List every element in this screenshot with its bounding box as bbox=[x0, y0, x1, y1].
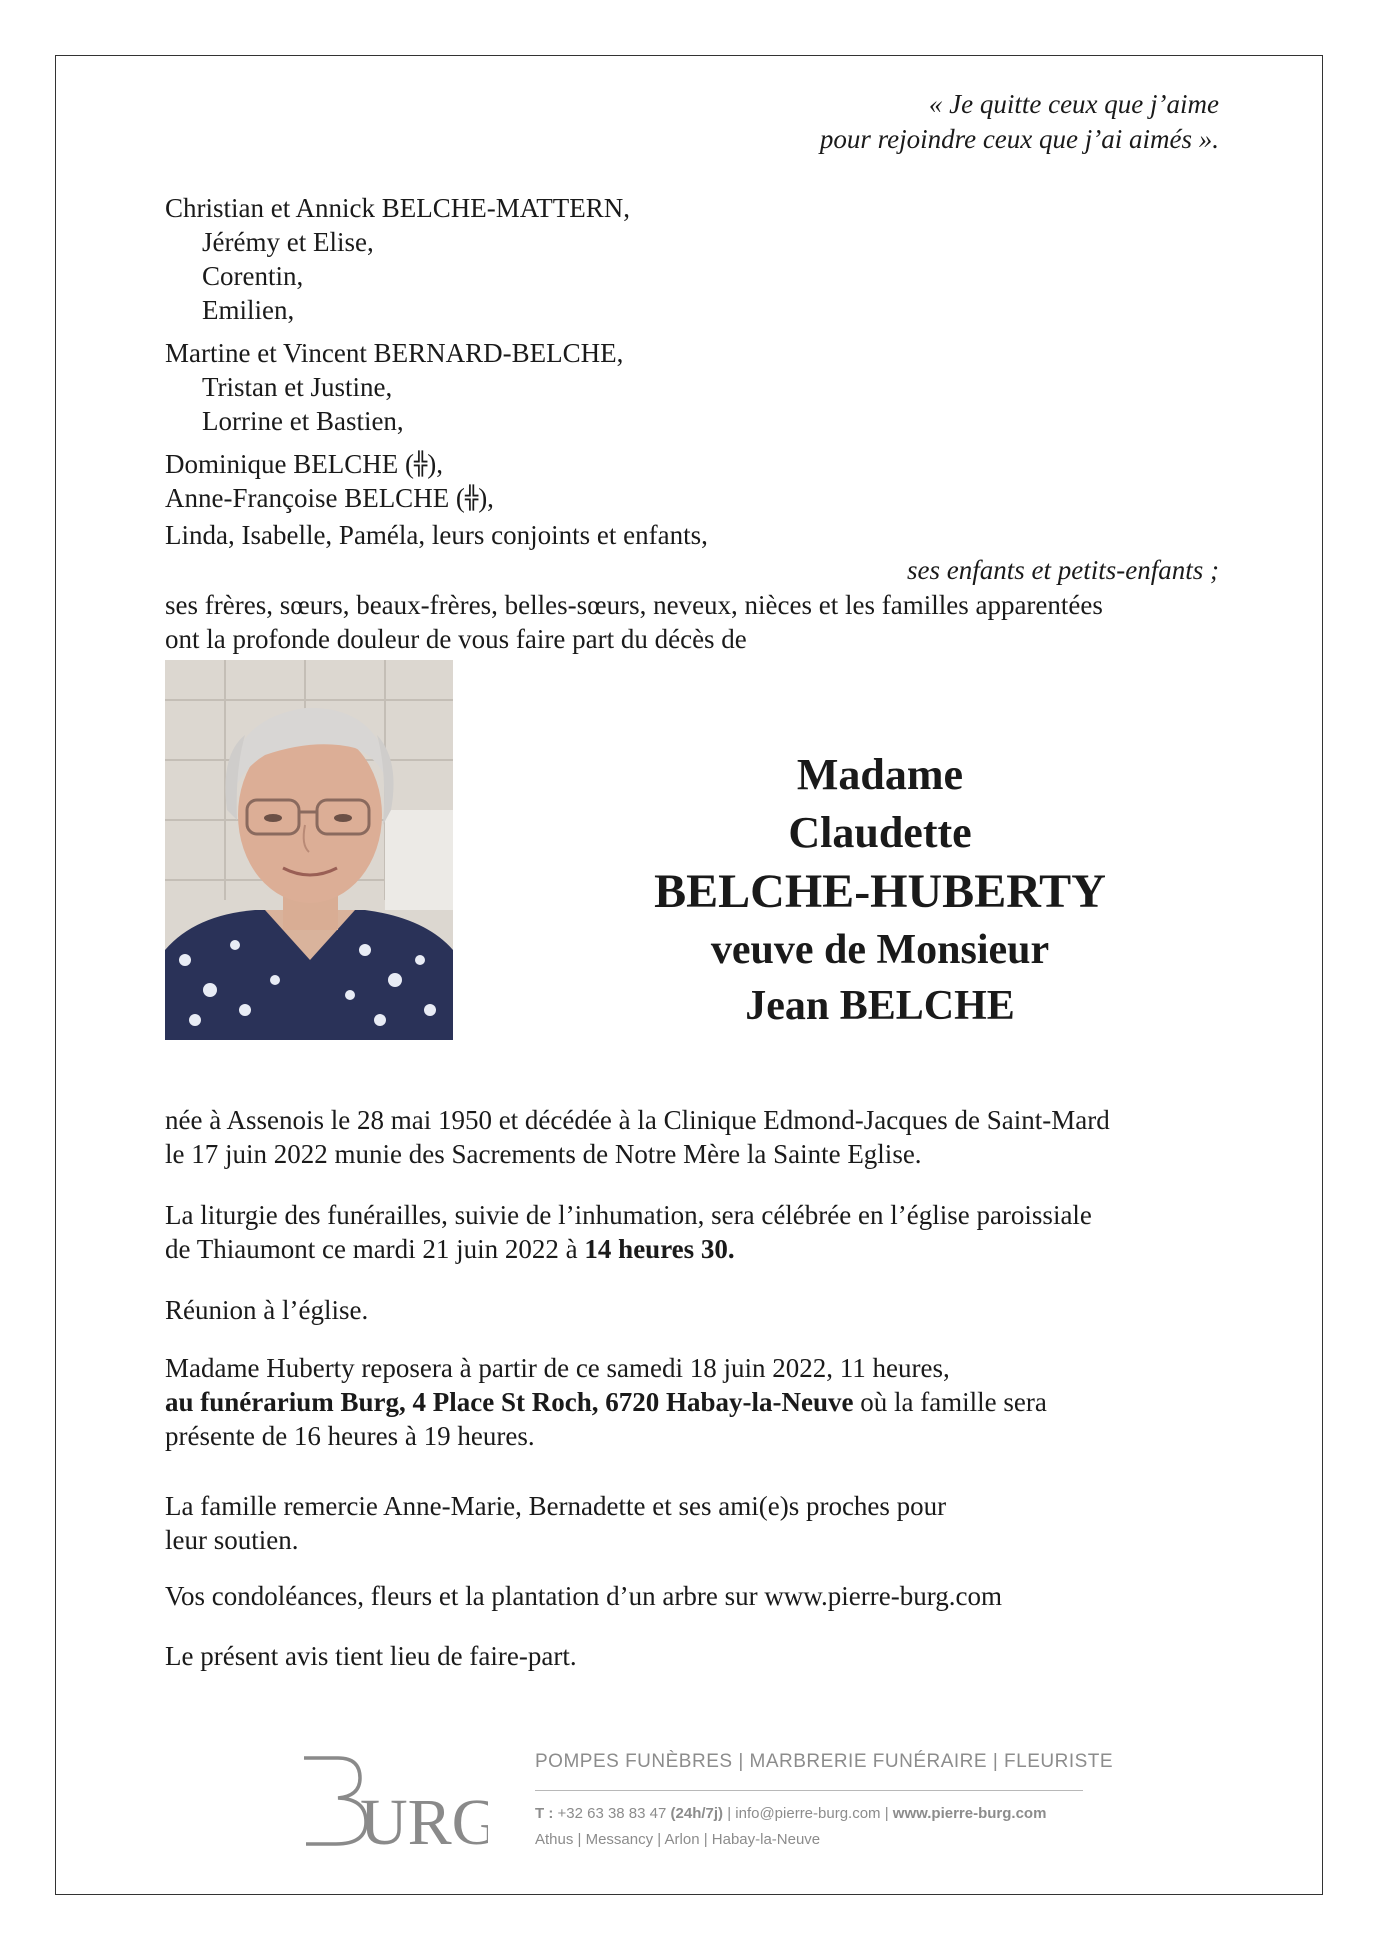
family-anne-name: Anne-Françoise BELCHE ( bbox=[165, 483, 465, 513]
burg-logo bbox=[298, 1752, 488, 1850]
family-group-2-head: Martine et Vincent BERNARD-BELCHE, bbox=[165, 338, 624, 368]
repose-line-3: présente de 16 heures à 19 heures. bbox=[165, 1421, 535, 1451]
liturgy-line-2 bbox=[165, 1231, 735, 1267]
notice-text: Le présent avis tient lieu de faire-part. bbox=[165, 1641, 577, 1671]
portrait-photo bbox=[165, 660, 453, 1040]
phone-label: T : bbox=[535, 1805, 554, 1822]
phone-number: +32 63 38 83 47 bbox=[553, 1805, 671, 1822]
family-group-1-child: Corentin, bbox=[202, 261, 304, 291]
close-paren: ), bbox=[478, 483, 494, 513]
separator: | bbox=[880, 1805, 893, 1822]
family-group-2-child: Lorrine et Bastien, bbox=[202, 406, 404, 436]
cross-icon: ╬ bbox=[413, 452, 428, 477]
repose-line-2 bbox=[165, 1384, 1047, 1420]
liturgy-text: de Thiaumont ce mardi 21 juin 2022 à bbox=[165, 1234, 585, 1264]
website-link[interactable]: www.pierre-burg.com bbox=[892, 1805, 1047, 1822]
family-linda: Linda, Isabelle, Paméla, leurs conjoints et enfants, bbox=[165, 520, 708, 550]
email-link[interactable]: info@pierre-burg.com bbox=[735, 1805, 881, 1822]
svg-text:URG: URG bbox=[360, 1786, 488, 1850]
reunion-text: Réunion à l’église. bbox=[165, 1295, 369, 1325]
liturgy-line-1: La liturgie des funérailles, suivie de l’inhumation, sera célébrée en l’église paroissiale bbox=[165, 1200, 1092, 1230]
deceased-title: Madame bbox=[796, 750, 964, 799]
deceased-last-name: BELCHE-HUBERTY bbox=[654, 865, 1106, 918]
birth-death-line-2: le 17 juin 2022 munie des Sacrements de Notre Mère la Sainte Eglise. bbox=[165, 1139, 922, 1169]
liturgy-time: 14 heures 30. bbox=[584, 1234, 735, 1264]
repose-text: où la famille sera bbox=[853, 1387, 1047, 1417]
thanks-line-2: leur soutien. bbox=[165, 1525, 299, 1555]
thanks-line-1: La famille remercie Anne-Marie, Bernadette et ses ami(e)s proches pour bbox=[165, 1491, 947, 1521]
family-group-1-child: Emilien, bbox=[202, 295, 295, 325]
repose-line-1: Madame Huberty reposera à partir de ce samedi 18 juin 2022, 11 heures, bbox=[165, 1353, 950, 1383]
quote-line-2: pour rejoindre ceux que j’ai aimés ». bbox=[819, 124, 1219, 154]
footer-contact bbox=[535, 1805, 1046, 1822]
family-group-1-head: Christian et Annick BELCHE-MATTERN, bbox=[165, 193, 630, 223]
deceased-husband: Jean BELCHE bbox=[745, 983, 1015, 1029]
footer-services: POMPES FUNÈBRES | MARBRERIE FUNÉRAIRE | FLEURISTE bbox=[535, 1751, 1114, 1772]
family-siblings: ses frères, sœurs, beaux-frères, belles-sœurs, neveux, nièces et les familles apparentées bbox=[165, 590, 1103, 620]
family-summary: ses enfants et petits-enfants ; bbox=[907, 555, 1219, 585]
footer-locations: Athus | Messancy | Arlon | Habay-la-Neuve bbox=[535, 1831, 821, 1848]
announce-text: ont la profonde douleur de vous faire part du décès de bbox=[165, 624, 747, 654]
deceased-widow-of: veuve de Monsieur bbox=[710, 927, 1050, 973]
quote-line-1: « Je quitte ceux que j’aime bbox=[928, 89, 1219, 119]
family-anne-francoise bbox=[165, 480, 494, 519]
family-group-2-child: Tristan et Justine, bbox=[202, 372, 393, 402]
funerarium-address: au funérarium Burg, 4 Place St Roch, 6720 Habay-la-Neuve bbox=[165, 1387, 854, 1417]
family-dominique-name: Dominique BELCHE ( bbox=[165, 449, 414, 479]
cross-icon: ╬ bbox=[464, 486, 479, 511]
phone-hours: (24h/7j) bbox=[670, 1805, 724, 1822]
family-group-1-child: Jérémy et Elise, bbox=[202, 227, 374, 257]
footer-divider bbox=[535, 1790, 1083, 1791]
birth-death-line-1: née à Assenois le 28 mai 1950 et décédée à la Clinique Edmond-Jacques de Saint-Mard bbox=[165, 1105, 1110, 1135]
condolences-text: Vos condoléances, fleurs et la plantation d’un arbre sur www.pierre-burg.com bbox=[165, 1581, 1002, 1611]
deceased-first-name: Claudette bbox=[788, 808, 972, 857]
deceased-name-block bbox=[580, 746, 1180, 1034]
separator: | bbox=[723, 1805, 736, 1822]
close-paren: ), bbox=[427, 449, 443, 479]
